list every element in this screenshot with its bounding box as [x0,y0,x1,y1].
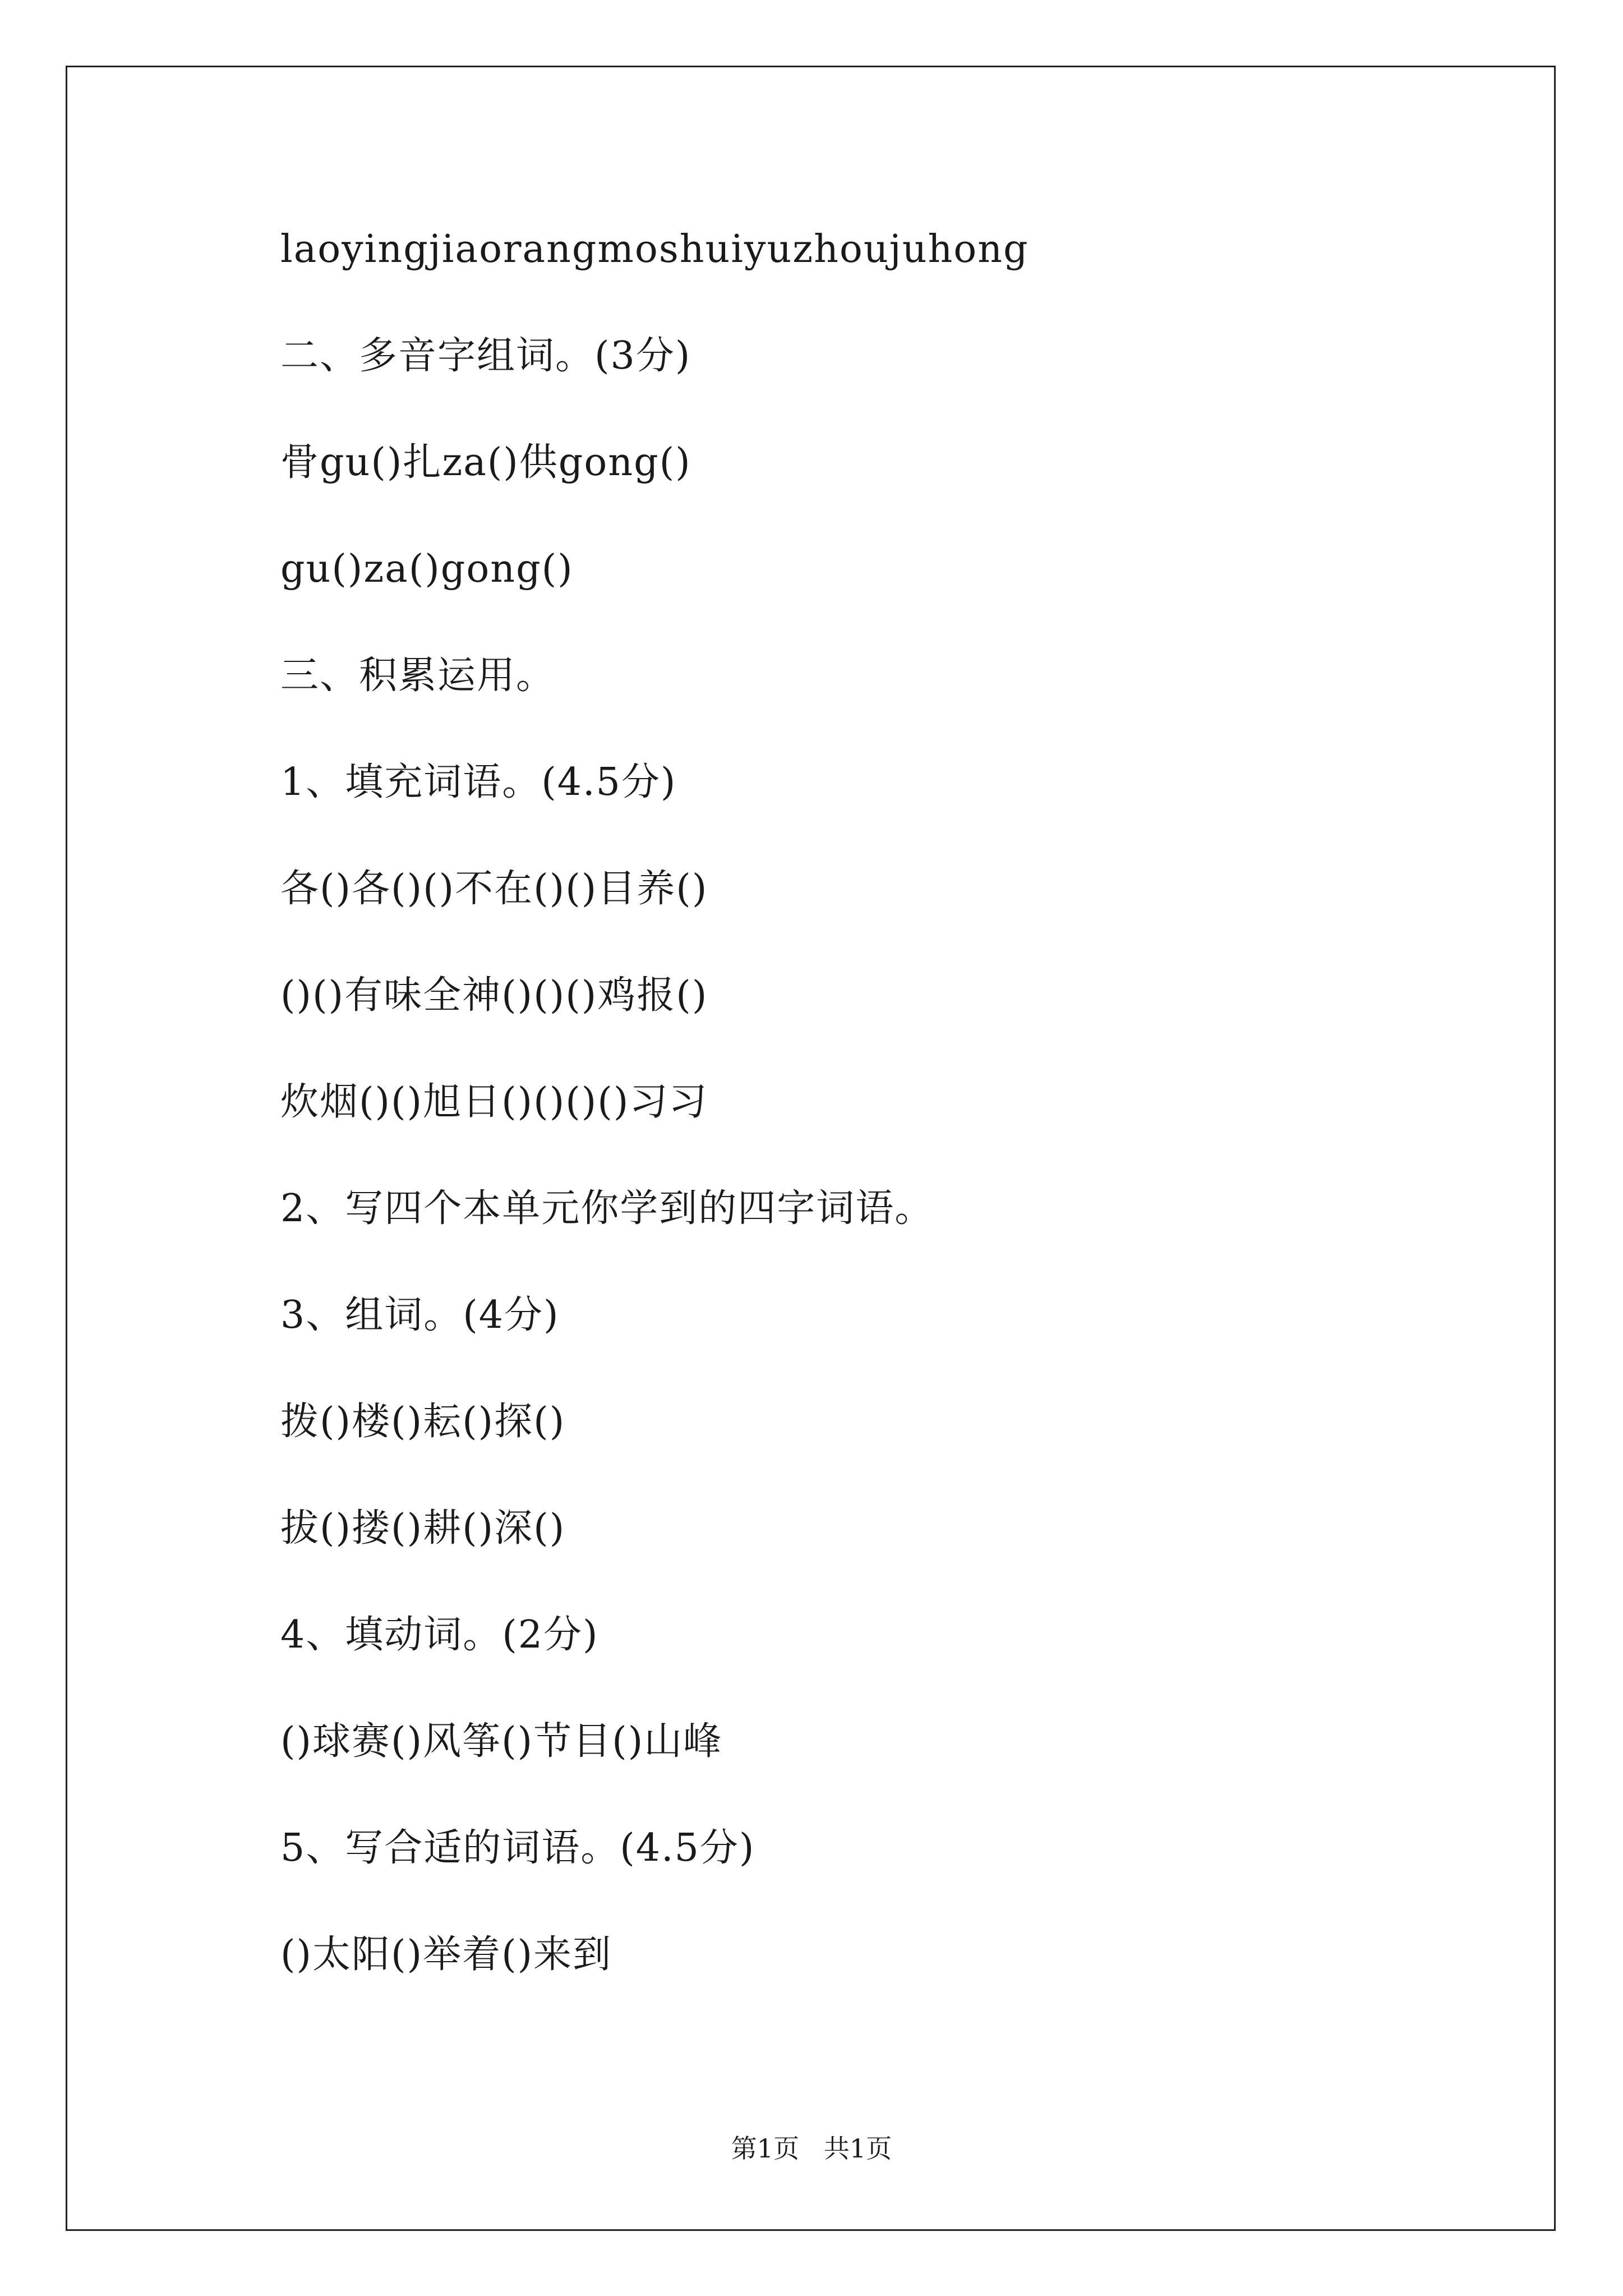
exercise-line: ()球赛()风筝()节目()山峰 [280,1719,723,1764]
document-body [280,224,1486,2036]
question-heading: 4、填动词。(2分) [280,1613,599,1657]
page-number-footer: 第1页 共1页 [731,2133,892,2164]
question-heading: 2、写四个本单元你学到的四字词语。 [280,1186,934,1231]
exercise-line: 拨()楼()耘()探() [280,1400,566,1444]
question-heading: 3、组词。(4分) [280,1293,560,1337]
exercise-line: 拔()搂()耕()深() [280,1506,566,1550]
exercise-line: 炊烟()()旭日()()()()习习 [280,1080,708,1124]
exercise-line: ()太阳()举着()来到 [280,1932,612,1977]
exercise-line: gu()za()gong() [280,547,574,591]
exercise-line: 各()各()()不在()()目养() [280,867,708,911]
section-heading-accumulation: 三、积累运用。 [280,654,556,698]
question-heading: 5、写合适的词语。(4.5分) [280,1826,755,1870]
question-heading: 1、填充词语。(4.5分) [280,760,677,804]
pinyin-line: laoyingjiaorangmoshuiyuzhoujuhong [280,227,1029,272]
section-heading-polyphonic: 二、多音字组词。(3分) [280,334,691,378]
exercise-line: ()()有味全神()()()鸡报() [280,973,708,1018]
exercise-line: 骨gu()扎za()供gong() [280,440,691,485]
